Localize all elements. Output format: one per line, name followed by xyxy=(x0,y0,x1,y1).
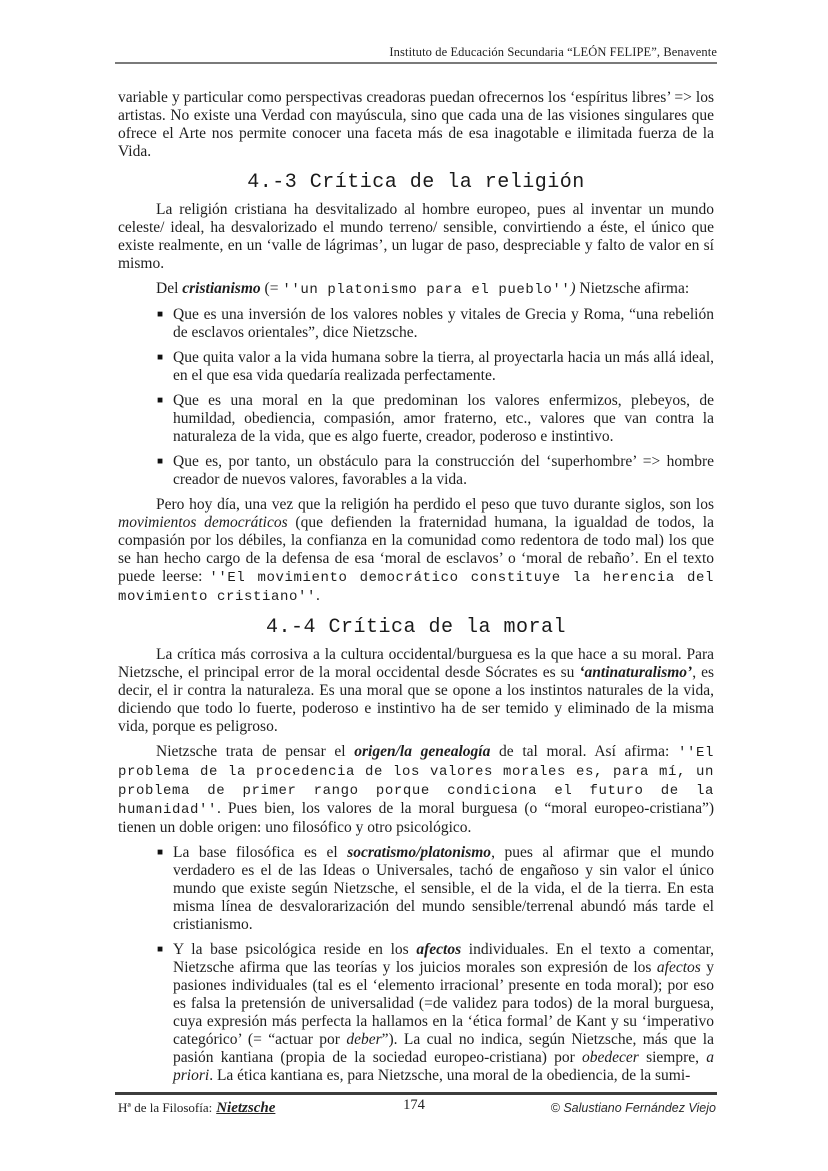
bullet-text xyxy=(173,453,714,489)
footer-course-label: Hª de la Filosofía: xyxy=(118,1100,213,1115)
bullet-square-icon: ■ xyxy=(157,944,164,955)
section-heading-moral: 4.-4 Crítica de la moral xyxy=(265,616,567,639)
text-run: cristianismo xyxy=(182,280,261,297)
text-run: afectos xyxy=(416,941,462,958)
footer-copyright: © Salustiano Fernández Viejo xyxy=(550,1101,716,1115)
text-run: La base filosófica es el xyxy=(173,844,348,861)
page-number: 174 xyxy=(403,1097,425,1113)
text-run: ''un platonismo para el pueblo'' xyxy=(282,282,571,298)
text-run: (= xyxy=(260,280,283,297)
text-run: ''El movimiento democrático constituye la herencia del movimiento cristiano'' xyxy=(118,570,714,605)
text-run: Del xyxy=(156,280,183,297)
bullet-item xyxy=(157,306,714,342)
text-run: Y la base psicológica reside en los xyxy=(173,941,417,958)
bullet-item xyxy=(157,453,714,489)
text-run: , es decir, el ir contra la naturaleza. Es una moral que se opone a los instintos naturales de la vida, diciendo que todo lo fuerte, poderoso e instintivo ha de ser temido y eliminado de la misma vida, porque es peligroso. xyxy=(118,664,714,735)
bullet-text xyxy=(173,392,714,446)
bullet-text xyxy=(173,844,714,934)
bullet-text xyxy=(173,941,714,1085)
text-run: variable y particular como perspectivas creadoras puedan ofrecernos los ‘espíritus libres’ => los artistas. No existe una Verdad con mayúscula, sino que cada una de las visiones singulares que ofrece el Arte nos permite conocer una faceta más de esa inagotable e ilimitada fuerza de la Vida. xyxy=(118,89,714,160)
text-run: individuales. En el texto a comentar, Nietzsche afirma que las teorías y los juicios morales son expresión de los xyxy=(173,941,714,976)
text-run: La crítica más corrosiva a la cultura occidental/burguesa es la que hace a su moral. Para Nietzsche, el principal error de la moral occidental desde Sócrates es su xyxy=(118,646,714,681)
text-run: Que es una moral en la que predominan los valores enfermizos, plebeyos, de humildad, obediencia, compasión, amor fraterno, etc., valores que van contra la naturaleza de la vida, que es algo fuerte, creador, poderoso e instintivo. xyxy=(173,392,714,445)
bullet-text xyxy=(173,349,714,385)
bullet-item xyxy=(157,392,714,446)
cristianismo-line xyxy=(118,280,714,299)
text-run: Que es, por tanto, un obstáculo para la construcción del ‘superhombre’ => hombre creador de nuevos valores, favorables a la vida. xyxy=(173,453,714,488)
text-run: deber xyxy=(346,1031,382,1048)
bullet-item xyxy=(157,941,714,1085)
intro-paragraph xyxy=(118,89,714,161)
text-run: y pasiones individuales (tal es el ‘elemento irracional’ presente en toda moral); por eso es falsa la pretensión de universalidad (=de validez para todos) de la moral burguesa, cuya expresión más perfecta la hallamos en la ‘ética formal’ de Kant y su ‘imperativo categórico’ (= “actuar por xyxy=(173,959,714,1048)
bullet-square-icon: ■ xyxy=(157,847,164,858)
text-run: (que defienden la fraternidad humana, la igualdad de todos, la compasión por los débiles, la confianza en la comunidad como redentora de todo mal) los que se han hecho cargo de la defensa de esa ‘moral de esclavos’ o ‘moral de rebaño’. En el texto puede leerse: xyxy=(118,514,714,585)
text-run: . La ética kantiana es, para Nietzsche, una moral de la obediencia, de la sumi- xyxy=(209,1067,691,1084)
text-run: movimientos democráticos xyxy=(118,514,288,531)
text-run: ''El problema de la procedencia de los valores morales es, para mí, un problema de primer rango porque condiciona el futuro de la humanidad'' xyxy=(118,745,714,818)
text-run: Que quita valor a la vida humana sobre la tierra, al proyectarla hacia un más allá ideal, en el que esa vida quedaría realizada perfectamente. xyxy=(173,349,714,384)
text-run: ) xyxy=(570,280,576,297)
bullet-item xyxy=(157,349,714,385)
text-run: Nietzsche trata de pensar el xyxy=(156,743,355,760)
document-body xyxy=(118,89,714,1092)
text-run: ”). La cual no indica, según Nietzsche, más que la pasión kantiana (propia de la sociedad europeo-cristiana) por xyxy=(173,1031,714,1066)
text-run: obedecer xyxy=(582,1049,639,1066)
text-run: origen/la genealogía xyxy=(354,743,491,760)
text-run: Pero hoy día, una vez que la religión ha perdido el peso que tuvo durante siglos, son los xyxy=(156,496,714,513)
bullet-square-icon: ■ xyxy=(157,395,164,406)
moral-intro-paragraph xyxy=(118,646,714,736)
text-run: ‘antinaturalismo’ xyxy=(579,664,693,681)
religion-paragraph xyxy=(118,201,714,273)
bullet-text xyxy=(173,306,714,342)
text-run: La religión cristiana ha desvitalizado al hombre europeo, pues al inventar un mundo celeste/ ideal, ha desvalorizado el mundo terreno/ sensible, convirtiendo a éste, el único que existe realmente, en un ‘valle de lágrimas’, un lugar de paso, despreciable y falto de valor en sí mismo. xyxy=(118,201,714,272)
democracy-paragraph xyxy=(118,496,714,606)
text-run: Nietzsche afirma: xyxy=(575,280,690,297)
footer-rule xyxy=(115,1092,717,1095)
text-run: , pues al afirmar que el mundo verdadero es el de las Ideas o Universales, tachó de engañoso y sin valor el único mundo que existe según Nietzsche, el sensible, el de la vida, el de la tierra. En esta misma línea de desvalorarización del mundo sensible/terrenal abundó más tarde el cristianismo. xyxy=(173,844,714,933)
genealogy-paragraph xyxy=(118,743,714,837)
header-institution: Instituto de Educación Secundaria “LEÓN FELIPE”, Benavente xyxy=(389,45,717,59)
bullet-square-icon: ■ xyxy=(157,309,164,320)
text-run: a priori xyxy=(173,1049,714,1084)
text-run: Que es una inversión de los valores nobles y vitales de Grecia y Roma, “una rebelión de esclavos orientales”, dice Nietzsche. xyxy=(173,306,714,341)
bullet-item xyxy=(157,844,714,934)
bullet-square-icon: ■ xyxy=(157,456,164,467)
text-run: . Pues bien, los valores de la moral burguesa (o “moral europeo-cristiana”) tienen un doble origen: uno filosófico y otro psicológico. xyxy=(118,800,714,836)
text-run: afectos xyxy=(656,959,701,976)
header-rule xyxy=(115,62,717,64)
text-run: siempre, xyxy=(638,1049,707,1066)
text-run: de tal moral. Así afirma: xyxy=(490,743,678,760)
section-heading-religion: 4.-3 Crítica de la religión xyxy=(247,171,585,194)
text-run: socratismo/platonismo xyxy=(347,844,492,861)
footer-course-title: Nietzsche xyxy=(216,1100,276,1116)
text-run: . xyxy=(316,587,320,604)
bullet-square-icon: ■ xyxy=(157,352,164,363)
